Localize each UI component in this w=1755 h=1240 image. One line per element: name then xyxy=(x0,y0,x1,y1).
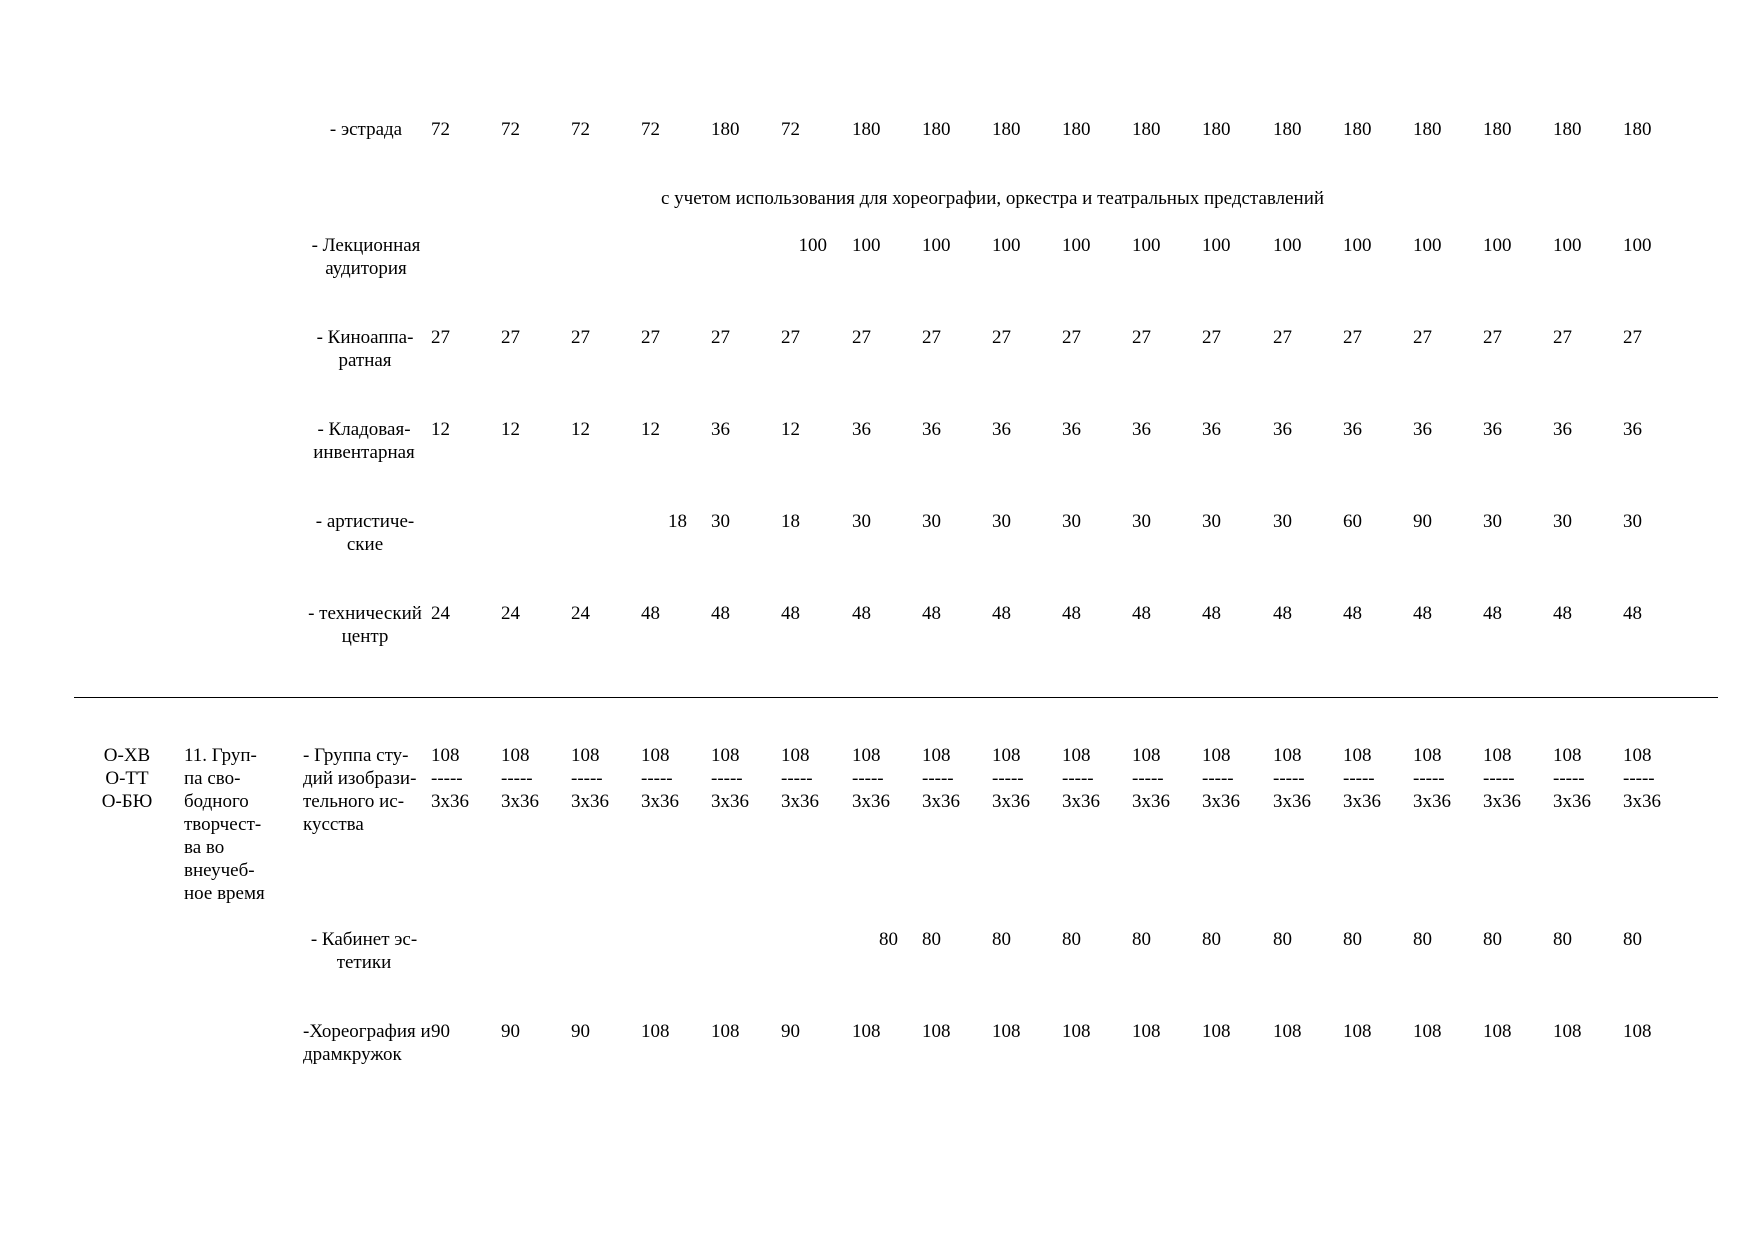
row-label-technical-center: - технический центр xyxy=(308,603,422,647)
value-cell: 48 xyxy=(1273,603,1292,624)
value-cell: 30 xyxy=(922,511,941,532)
group-title-line: бодного xyxy=(184,791,249,812)
value-cell: 80 xyxy=(1623,929,1642,950)
value-cell: 36 xyxy=(922,419,941,440)
value-cell: 36 xyxy=(1202,419,1221,440)
value-cell: 100 xyxy=(852,235,881,256)
value-cell: 108 xyxy=(1132,1021,1161,1042)
value-cell-fraction: 108 ----- 3х36 xyxy=(1062,745,1100,812)
value-cell: 48 xyxy=(1413,603,1432,624)
value-cell-fraction: 108 ----- 3х36 xyxy=(641,745,679,812)
value-cell: 36 xyxy=(1343,419,1362,440)
value-cell: 48 xyxy=(781,603,800,624)
value-cell: 48 xyxy=(1343,603,1362,624)
value-cell: 27 xyxy=(711,327,730,348)
value-cell: 48 xyxy=(1483,603,1502,624)
value-cell: 100 xyxy=(922,235,951,256)
value-cell: 100 xyxy=(798,235,827,256)
value-cell: 30 xyxy=(1623,511,1642,532)
value-cell: 100 xyxy=(1273,235,1302,256)
value-cell: 27 xyxy=(1273,327,1292,348)
group-title-line: 11. Груп- xyxy=(184,745,257,766)
value-cell: 108 xyxy=(1483,1021,1512,1042)
value-cell: 48 xyxy=(1132,603,1151,624)
value-cell-fraction: 108 ----- 3х36 xyxy=(1413,745,1451,812)
value-cell: 72 xyxy=(781,119,800,140)
group-title-line: па сво- xyxy=(184,768,241,789)
value-cell-fraction: 108 ----- 3х36 xyxy=(1202,745,1240,812)
value-cell: 108 xyxy=(641,1021,670,1042)
value-cell: 36 xyxy=(1553,419,1572,440)
row-label-choreography: -Хореография и драмкружок xyxy=(303,1021,431,1065)
value-cell: 48 xyxy=(1202,603,1221,624)
value-cell: 180 xyxy=(1623,119,1652,140)
value-cell: 72 xyxy=(501,119,520,140)
value-cell: 80 xyxy=(1553,929,1572,950)
value-cell: 12 xyxy=(501,419,520,440)
value-cell: 27 xyxy=(1553,327,1572,348)
value-cell: 100 xyxy=(1483,235,1512,256)
value-cell: 12 xyxy=(641,419,660,440)
value-cell: 80 xyxy=(1132,929,1151,950)
value-cell: 48 xyxy=(992,603,1011,624)
value-cell: 180 xyxy=(1413,119,1442,140)
value-cell: 27 xyxy=(1343,327,1362,348)
codes-column xyxy=(84,744,170,813)
row-label-storage-room: - Кладовая- инвентарная xyxy=(313,419,415,463)
studio-label-line: кусства xyxy=(303,814,364,835)
group-title-line: творчест- xyxy=(184,814,262,835)
value-cell-fraction: 108 ----- 3х36 xyxy=(571,745,609,812)
value-cell: 30 xyxy=(1273,511,1292,532)
value-cell: 30 xyxy=(1132,511,1151,532)
value-cell: 180 xyxy=(1273,119,1302,140)
value-cell: 27 xyxy=(781,327,800,348)
value-cell: 27 xyxy=(641,327,660,348)
value-cell: 27 xyxy=(1202,327,1221,348)
value-cell: 72 xyxy=(431,119,450,140)
value-cell: 72 xyxy=(641,119,660,140)
value-cell: 90 xyxy=(1413,511,1432,532)
value-cell-fraction: 108 ----- 3х36 xyxy=(1623,745,1661,812)
value-cell: 100 xyxy=(1413,235,1442,256)
value-cell: 48 xyxy=(1062,603,1081,624)
value-cell-fraction: 108 ----- 3х36 xyxy=(922,745,960,812)
value-cell: 180 xyxy=(1483,119,1512,140)
code-item: О-БЮ xyxy=(101,791,153,812)
value-cell: 36 xyxy=(1413,419,1432,440)
value-cell-fraction: 108 ----- 3х36 xyxy=(501,745,539,812)
group-title-line: ва во xyxy=(184,837,225,858)
value-cell: 90 xyxy=(571,1021,590,1042)
value-cell: 36 xyxy=(1132,419,1151,440)
value-cell: 24 xyxy=(571,603,590,624)
value-cell: 100 xyxy=(1132,235,1161,256)
value-cell: 108 xyxy=(1202,1021,1231,1042)
value-cell: 27 xyxy=(1132,327,1151,348)
value-cell: 180 xyxy=(1132,119,1161,140)
value-cell: 27 xyxy=(571,327,590,348)
value-cell: 108 xyxy=(1553,1021,1582,1042)
value-cell: 27 xyxy=(501,327,520,348)
group-title-line: ное время xyxy=(184,883,265,904)
value-cell: 36 xyxy=(1623,419,1642,440)
value-cell: 100 xyxy=(1062,235,1091,256)
value-cell: 100 xyxy=(1202,235,1231,256)
value-cell: 27 xyxy=(852,327,871,348)
value-cell: 36 xyxy=(852,419,871,440)
value-cell: 108 xyxy=(852,1021,881,1042)
value-cell: 60 xyxy=(1343,511,1362,532)
value-cell: 36 xyxy=(1483,419,1502,440)
value-cell: 80 xyxy=(1483,929,1502,950)
value-cell: 90 xyxy=(431,1021,450,1042)
row-label-art-studios xyxy=(303,744,416,836)
value-cell: 108 xyxy=(1413,1021,1442,1042)
value-cell: 12 xyxy=(431,419,450,440)
section-divider xyxy=(74,697,1718,698)
value-cell: 48 xyxy=(852,603,871,624)
value-cell: 27 xyxy=(1483,327,1502,348)
value-cell: 80 xyxy=(922,929,941,950)
value-cell: 80 xyxy=(1343,929,1362,950)
value-cell: 180 xyxy=(1343,119,1372,140)
value-cell: 80 xyxy=(1202,929,1221,950)
value-cell: 30 xyxy=(711,511,730,532)
value-cell-fraction: 108 ----- 3х36 xyxy=(1273,745,1311,812)
value-cell: 30 xyxy=(992,511,1011,532)
value-cell: 80 xyxy=(1062,929,1081,950)
value-cell-fraction: 108 ----- 3х36 xyxy=(1343,745,1381,812)
row-label-artists-rooms: - артистиче- ские xyxy=(315,511,415,555)
value-cell-fraction: 108 ----- 3х36 xyxy=(852,745,890,812)
value-cell: 80 xyxy=(1413,929,1432,950)
value-cell: 108 xyxy=(922,1021,951,1042)
code-item: О-ХВ xyxy=(103,745,151,766)
value-cell: 48 xyxy=(1623,603,1642,624)
studio-label-line: - Группа сту- xyxy=(303,745,409,766)
value-cell-fraction: 108 ----- 3х36 xyxy=(1553,745,1591,812)
value-cell: 48 xyxy=(922,603,941,624)
value-cell: 180 xyxy=(1062,119,1091,140)
value-cell-fraction: 108 ----- 3х36 xyxy=(431,745,469,812)
value-cell-fraction: 108 ----- 3х36 xyxy=(711,745,749,812)
row-label-estrada: - эстрада xyxy=(329,119,403,140)
value-cell: 36 xyxy=(992,419,1011,440)
value-cell: 27 xyxy=(922,327,941,348)
value-cell: 36 xyxy=(711,419,730,440)
value-cell: 80 xyxy=(1273,929,1292,950)
value-cell: 27 xyxy=(992,327,1011,348)
value-cell: 36 xyxy=(1062,419,1081,440)
note-usage: с учетом использования для хореографии, оркестра и театральных представлений xyxy=(660,188,1325,209)
row-label-aesthetics-room: - Кабинет эс- тетики xyxy=(310,929,418,973)
value-cell: 18 xyxy=(781,511,800,532)
value-cell-fraction: 108 ----- 3х36 xyxy=(992,745,1030,812)
value-cell-fraction: 108 ----- 3х36 xyxy=(1132,745,1170,812)
value-cell: 180 xyxy=(922,119,951,140)
value-cell: 100 xyxy=(1343,235,1372,256)
value-cell-fraction: 108 ----- 3х36 xyxy=(781,745,819,812)
value-cell: 100 xyxy=(992,235,1021,256)
value-cell: 30 xyxy=(1553,511,1572,532)
value-cell: 30 xyxy=(852,511,871,532)
value-cell: 30 xyxy=(1202,511,1221,532)
studio-label-line: тельного ис- xyxy=(303,791,405,812)
row-label-lecture-hall: - Лекционная аудитория xyxy=(311,235,421,279)
row-label-projection-room: - Киноаппа- ратная xyxy=(316,327,414,371)
value-cell: 180 xyxy=(1202,119,1231,140)
code-item: О-ТТ xyxy=(105,768,149,789)
value-cell: 90 xyxy=(501,1021,520,1042)
value-cell: 36 xyxy=(1273,419,1292,440)
value-cell: 24 xyxy=(431,603,450,624)
value-cell: 30 xyxy=(1062,511,1081,532)
value-cell: 12 xyxy=(781,419,800,440)
value-cell: 100 xyxy=(1623,235,1652,256)
value-cell: 48 xyxy=(1553,603,1572,624)
value-cell: 24 xyxy=(501,603,520,624)
group-title-line: внеучеб- xyxy=(184,860,255,881)
value-cell: 72 xyxy=(571,119,590,140)
value-cell: 48 xyxy=(641,603,660,624)
value-cell: 90 xyxy=(781,1021,800,1042)
value-cell: 108 xyxy=(1623,1021,1652,1042)
value-cell: 18 xyxy=(668,511,687,532)
value-cell: 27 xyxy=(1623,327,1642,348)
value-cell: 108 xyxy=(1273,1021,1302,1042)
value-cell: 27 xyxy=(431,327,450,348)
value-cell: 180 xyxy=(992,119,1021,140)
value-cell: 108 xyxy=(711,1021,740,1042)
value-cell: 180 xyxy=(852,119,881,140)
value-cell: 30 xyxy=(1483,511,1502,532)
value-cell: 180 xyxy=(711,119,740,140)
value-cell: 27 xyxy=(1062,327,1081,348)
value-cell: 108 xyxy=(1062,1021,1091,1042)
value-cell: 27 xyxy=(1413,327,1432,348)
value-cell: 80 xyxy=(992,929,1011,950)
group-title xyxy=(184,744,265,905)
value-cell: 80 xyxy=(879,929,898,950)
value-cell: 12 xyxy=(571,419,590,440)
value-cell: 48 xyxy=(711,603,730,624)
value-cell: 100 xyxy=(1553,235,1582,256)
value-cell: 180 xyxy=(1553,119,1582,140)
value-cell: 108 xyxy=(992,1021,1021,1042)
studio-label-line: дий изобрази- xyxy=(303,768,417,789)
value-cell-fraction: 108 ----- 3х36 xyxy=(1483,745,1521,812)
value-cell: 108 xyxy=(1343,1021,1372,1042)
